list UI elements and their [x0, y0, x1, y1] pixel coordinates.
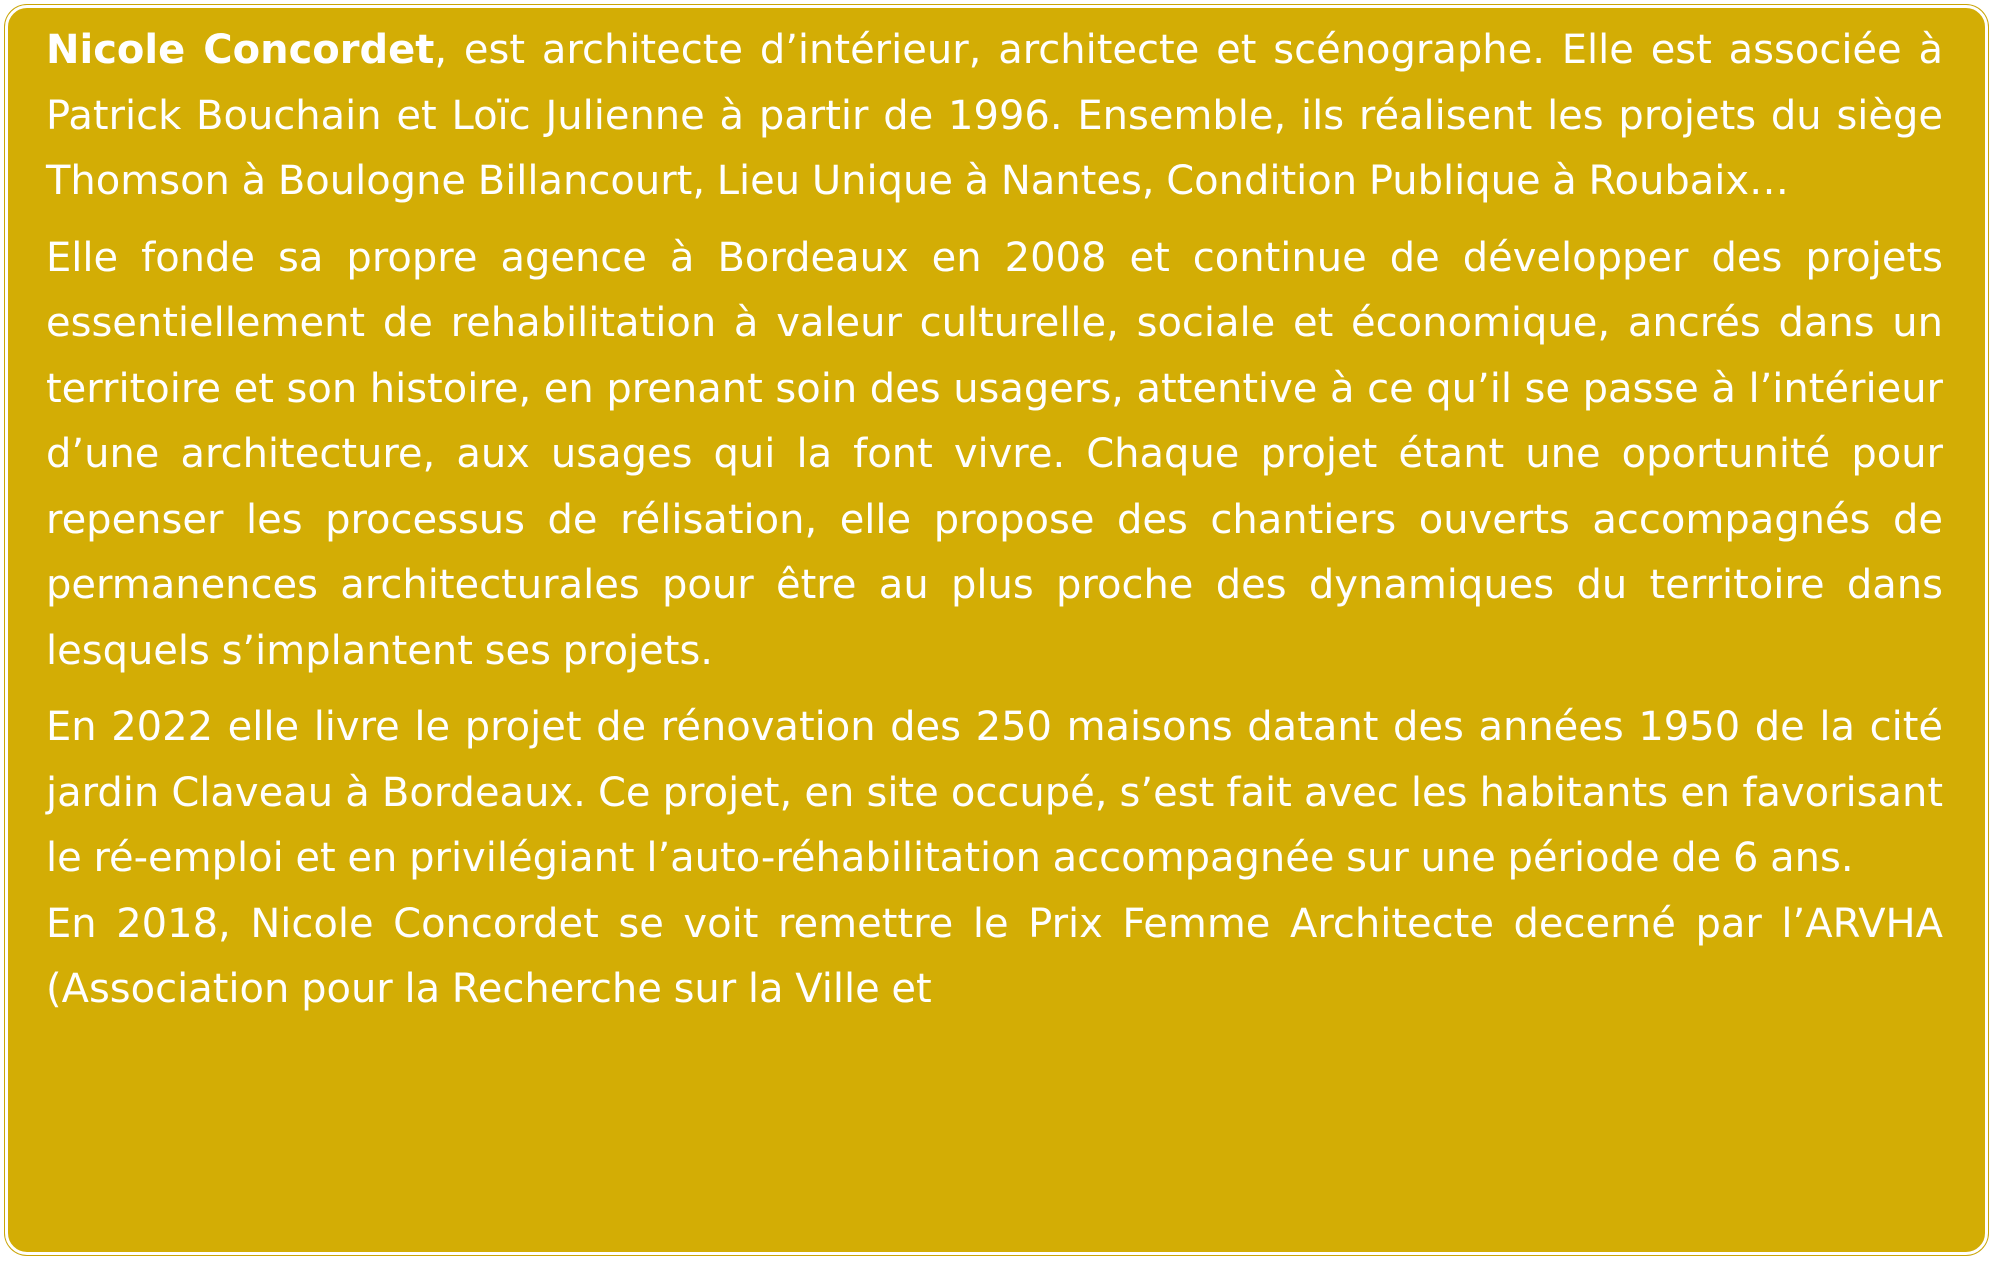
bio-paragraph-1-text: , est architecte d’intérieur, architecte et scénographe. Elle est associée à Patrick Bouchain et Loïc Julienne à partir de 1996. Ensemble, ils réalisent les projets du siège Thomson à Boulogne Billancourt, Lieu Unique à Nantes, Condition Publique à Roubaix…: [46, 27, 1943, 204]
bio-paragraph-4: En 2018, Nicole Concordet se voit remettre le Prix Femme Architecte decerné par l’ARVHA (Association pour la Recherche sur la Ville et: [46, 900, 1943, 1012]
bio-paragraph-2: Elle fonde sa propre agence à Bordeaux en 2008 et continue de développer des projets essentiellement de rehabilitation à valeur culturelle, sociale et économique, ancrés dans un territoire et son histoire, en prenant soin des usagers, attentive à ce qu’il se passe à l’intérieur d’une architecture, aux usages qui la font vivre. Chaque projet étant une oportunité pour repenser les processus de rélisation, elle propose des chantiers ouverts accompagnés de permanences architecturales pour être au plus proche des dynamiques du territoire dans lesquels s’implantent ses projets.: [46, 234, 1943, 674]
bio-paragraph-1: [46, 18, 1943, 215]
bio-paragraph-3: En 2022 elle livre le projet de rénovation des 250 maisons datant des années 1950 de la cité jardin Claveau à Bordeaux. Ce projet, en site occupé, s’est fait avec les habitants en favorisant le ré-emploi et en privilégiant l’auto-réhabilitation accompagnée sur une période de 6 ans.: [46, 704, 1943, 881]
biography-card: [5, 5, 1988, 1255]
architect-name: Nicole Concordet: [46, 27, 435, 73]
